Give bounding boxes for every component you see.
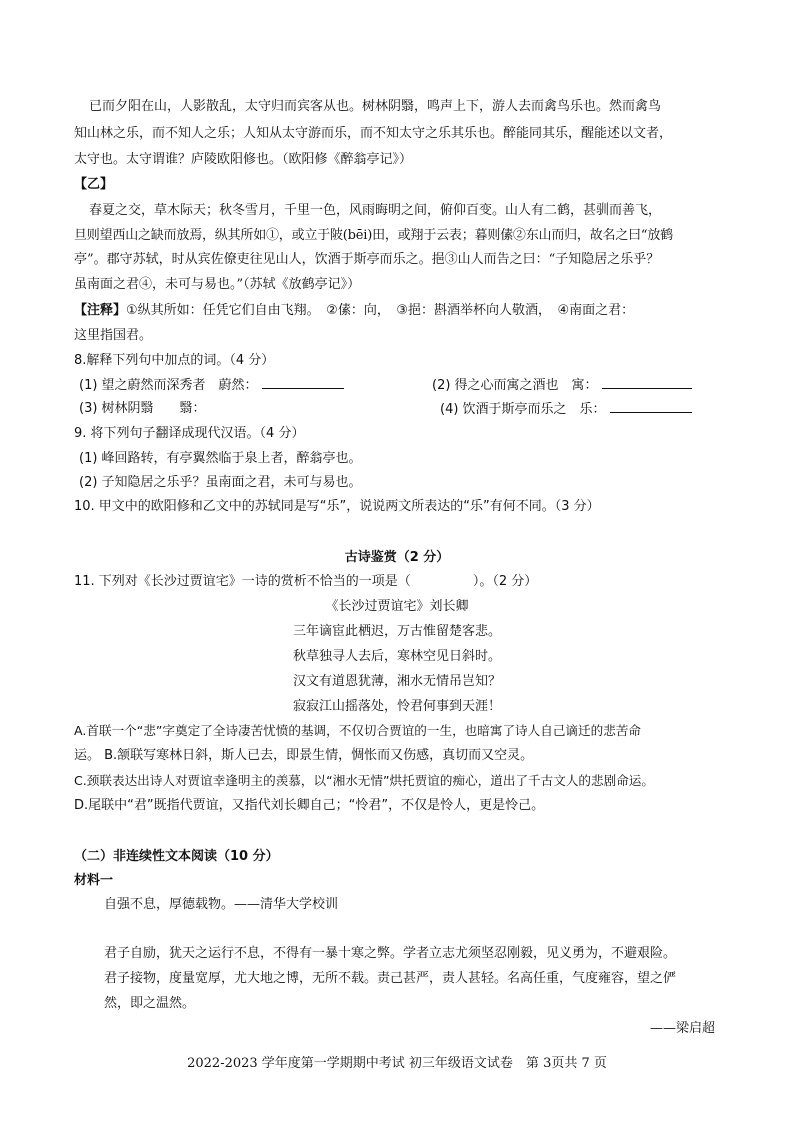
- q8-item-label: (2) 得之心而寓之酒也 寓：: [432, 378, 598, 393]
- section2-title: （二）非连续性文本阅读（10 分）: [74, 849, 279, 864]
- q8-item: [440, 400, 692, 419]
- q8-item: [79, 400, 206, 418]
- answer-blank[interactable]: [262, 376, 344, 389]
- q9-stem: 9. 将下列句子翻译成现代汉语。（4 分）: [74, 426, 305, 441]
- notes-line-2: 这里指国君。: [74, 328, 153, 343]
- notes-label: 【注释】: [74, 303, 127, 318]
- notes-line: [74, 302, 634, 320]
- page-footer: 2022-2023 学年度第一学期期中考试 初三年级语文试卷 第 3页共 7 页: [187, 1056, 607, 1071]
- poem-line: 秋草独寻人去后，寒林空见日斜时。: [292, 649, 501, 664]
- q9-item: (2) 子知隐居之乐乎？虽南面之君，未可与易也。: [79, 475, 362, 490]
- material-label: 材料一: [74, 873, 114, 888]
- q11-option: D.尾联中“君”既指代贾谊，又指代刘长卿自己；“怜君”，不仅是怜人，更是怜己。: [74, 798, 545, 813]
- passage-yi-line: 旦则望西山之缺而放焉，纵其所如①，或立于陂(bēi)田，或翔于云表；暮则傃②东山而归，故名之曰“放鹤: [74, 228, 673, 243]
- poem-line: 三年谪宦此栖迟，万古惟留楚客悲。: [292, 624, 501, 639]
- q11-stem: [74, 573, 537, 591]
- poem-section-title: 古诗鉴赏（2 分）: [344, 550, 450, 565]
- q8-item-label: (1) 望之蔚然而深秀者 蔚然：: [79, 378, 258, 393]
- q11-option: C.颈联表达出诗人对贾谊幸逢明主的羡慕，以“湘水无情”烘托贾谊的痴心，道出了千古文人的悲剧命运。: [74, 773, 654, 788]
- answer-blank[interactable]: [610, 400, 692, 413]
- poem-line: 汉文有道恩犹薄，湘水无情吊岂知？: [292, 674, 501, 689]
- q11-suffix: ）。（2 分）: [472, 574, 538, 589]
- answer-blank[interactable]: [602, 376, 692, 389]
- q11-option: 运。 B.颔联写寒林日斜，斯人已去，即景生情，惆怅而又伤感，真切而又空灵。: [74, 748, 534, 763]
- passage-jia-line: 太守也。太守谓谁？庐陵欧阳修也。（欧阳修《醉翁亭记》）: [74, 152, 413, 167]
- passage-jia-line: 已而夕阳在山，人影散乱，太守归而宾客从也。树林阴翳，鸣声上下，游人去而禽鸟乐也。然而禽鸟: [89, 99, 662, 114]
- passage-jia-line: 知山林之乐，而不知人之乐；人知从太守游而乐，而不知太守之乐其乐也。醉能同其乐，醒能述以文者，: [74, 126, 673, 141]
- motto: 自强不息，厚德载物。——清华大学校训: [104, 897, 339, 912]
- q8-item-label: (3) 树林阴翳 翳：: [79, 401, 206, 416]
- q10-stem: 10. 甲文中的欧阳修和乙文中的苏轼同是写“乐”，说说两文所表达的“乐”有何不同。（3 分）: [74, 499, 600, 514]
- q8-stem: 8.解释下列句中加点的词。（4 分）: [74, 353, 275, 368]
- passage-yi-line: 虽南面之君④，未可与易也。”（苏轼《放鹤亭记》）: [74, 277, 361, 292]
- passage-yi-line: 春夏之交，草木际天；秋冬雪月，千里一色，风雨晦明之间，俯仰百变。山人有二鹤，甚驯而善飞，: [89, 203, 662, 218]
- passage-yi-heading: 【乙】: [74, 177, 114, 192]
- quote-line: 君子接物，度量宽厚，尤大地之博，无所不载。责己甚严，责人甚轻。名高任重，气度雍容，望之俨: [104, 971, 677, 986]
- poem-line: 寂寂江山摇落处，怜君何事到天涯！: [292, 699, 501, 714]
- q11-option: A.首联一个“悲”字奠定了全诗凄苦忧愤的基调，不仅切合贾谊的一生，也暗寓了诗人自己谪迁的悲苦命: [74, 723, 641, 738]
- q9-item: (1) 峰回路转，有亭翼然临于泉上者，醉翁亭也。: [79, 451, 362, 466]
- passage-yi-line: 亭”。郡守苏轼，时从宾佐僚吏往见山人，饮酒于斯亭而乐之。挹③山人而告之曰：“子知隐居之乐乎？: [74, 252, 660, 267]
- q8-item: [432, 376, 692, 395]
- quote-line: 君子自励，犹天之运行不息，不得有一暴十寒之弊。学者立志尤须坚忍刚毅，见义勇为，不避艰险。: [104, 946, 677, 961]
- attribution: ——梁启超: [650, 1021, 716, 1036]
- q8-item-label: (4) 饮酒于斯亭而乐之 乐：: [440, 402, 606, 417]
- q8-item: [79, 376, 344, 395]
- q11-prefix: 11. 下列对《长沙过贾谊宅》一诗的赏析不恰当的一项是（: [74, 574, 411, 589]
- poem-title: 《长沙过贾谊宅》刘长卿: [325, 599, 469, 614]
- quote-line: 然，即之温然。: [104, 996, 196, 1011]
- notes-text: ①纵其所如：任凭它们自由飞翔。 ②傃：向， ③挹：斟酒举杯向人敬酒， ④南面之君：: [126, 303, 635, 318]
